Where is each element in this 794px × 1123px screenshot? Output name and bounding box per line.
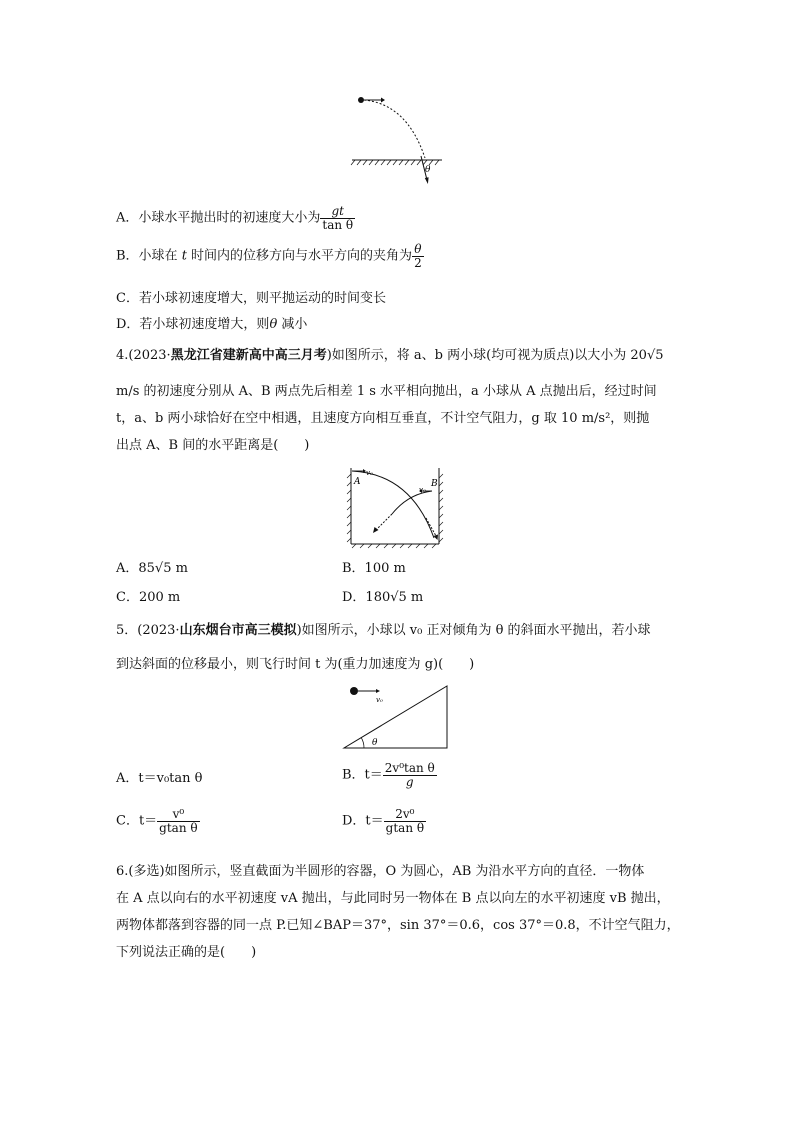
q5-option-c bbox=[116, 808, 200, 834]
fraction-denominator: 2 bbox=[414, 255, 422, 270]
theta-label: θ bbox=[372, 738, 378, 748]
q4-line-3: t，a、b 两小球恰好在空中相遇，且速度方向相互垂直，不计空气阻力，g 取 10 m/s²，则抛 bbox=[116, 411, 650, 426]
fraction-denominator: gtan θ bbox=[385, 820, 425, 835]
q5-option-a: A．t＝v₀tan θ bbox=[116, 771, 203, 786]
q3-option-b-text: B．小球在 bbox=[116, 248, 182, 264]
velocity-dash-b bbox=[426, 518, 436, 536]
question-text: )如图所示，小球以 v₀ 正对倾角为 θ 的斜面水平抛出，若小球 bbox=[296, 623, 651, 638]
q4-option-d: D．180√5 m bbox=[342, 590, 424, 605]
q3-option-d-var: θ bbox=[269, 317, 278, 332]
q6-line-1: 6.(多选)如图所示，竖直截面为半圆形的容器，O 为圆心，AB 为沿水平方向的直径．一物体 bbox=[116, 864, 645, 879]
question-source: 山东烟台市高三模拟 bbox=[179, 623, 297, 638]
q3-option-c: C．若小球初速度增大，则平抛运动的时间变长 bbox=[116, 291, 386, 306]
theta-label: θ bbox=[425, 165, 431, 175]
q3-option-b bbox=[116, 243, 424, 269]
q5-option-d-fraction bbox=[384, 808, 426, 834]
q3-option-b-var: t bbox=[181, 248, 187, 264]
ball-icon bbox=[350, 687, 358, 695]
q3-option-a-fraction bbox=[320, 205, 355, 231]
q4-line-2: m/s 的初速度分别从 A、B 两点先后相差 1 s 水平相向抛出，a 小球从 A 点抛出后，经过时间 bbox=[116, 384, 657, 399]
question-number: 4.(2023· bbox=[116, 348, 171, 363]
option-label: C．t＝ bbox=[116, 813, 158, 829]
q5-line-1 bbox=[116, 624, 651, 637]
point-a-label: A bbox=[354, 477, 361, 487]
fraction-numerator: θ bbox=[412, 243, 424, 257]
velocity-arrowhead bbox=[381, 98, 385, 103]
projectile-ground-figure bbox=[345, 92, 455, 192]
question-number: 5．(2023· bbox=[116, 623, 180, 638]
option-label: B．t＝ bbox=[342, 767, 383, 783]
q3-option-b-fraction bbox=[412, 243, 424, 269]
trajectory-curve bbox=[364, 100, 425, 158]
q5-option-c-fraction bbox=[157, 808, 199, 834]
q3-option-d bbox=[116, 318, 307, 331]
q3-option-d-text: D．若小球初速度增大，则 bbox=[116, 317, 270, 332]
fraction-denominator: gtan θ bbox=[159, 820, 198, 835]
q5-option-b bbox=[342, 762, 437, 788]
point-b-label: B bbox=[431, 479, 438, 489]
fraction-numerator: gt bbox=[320, 205, 355, 219]
velocity-dash-a bbox=[376, 514, 392, 530]
incline-triangle bbox=[344, 686, 447, 748]
arrowhead-icon bbox=[373, 527, 379, 533]
trajectory-a bbox=[352, 471, 434, 538]
q4-line-1 bbox=[116, 349, 664, 362]
angle-arc bbox=[361, 738, 364, 748]
q6-line-2: 在 A 点以向右的水平初速度 vA 抛出，与此同时另一物体在 B 点以向左的水平初速度 vB 抛出， bbox=[116, 891, 670, 906]
option-label: D．t＝ bbox=[342, 813, 384, 829]
q4-line-4: 出点 A、B 间的水平距离是( ) bbox=[116, 438, 310, 453]
q5-option-b-fraction bbox=[383, 762, 437, 788]
question-source: 黑龙江省建新高中高三月考 bbox=[170, 348, 327, 363]
q5-line-2: 到达斜面的位移最小，则飞行时间 t 为(重力加速度为 g)( ) bbox=[116, 657, 475, 672]
fraction-denominator: tan θ bbox=[322, 217, 354, 232]
two-ball-walls-figure bbox=[346, 464, 446, 548]
v0-label-a: v₀ bbox=[366, 469, 373, 477]
incline-figure bbox=[340, 682, 452, 752]
v0-label-b: v₀ bbox=[419, 486, 426, 494]
ball-icon bbox=[358, 97, 364, 103]
fraction-numerator: 2v⁰ bbox=[384, 808, 426, 822]
q3-option-d-text2: 减小 bbox=[277, 317, 308, 332]
q5-option-d bbox=[342, 808, 426, 834]
trajectory-b bbox=[392, 491, 432, 514]
fraction-denominator: g bbox=[405, 774, 414, 789]
q3-option-b-text2: 时间内的位移方向与水平方向的夹角为 bbox=[186, 248, 413, 264]
v0-label: v₀ bbox=[376, 696, 383, 704]
q4-option-c: C．200 m bbox=[116, 590, 181, 605]
impact-arrowhead bbox=[425, 177, 429, 184]
q6-line-3: 两物体都落到容器的同一点 P.已知∠BAP＝37°，sin 37°＝0.6，cos 37°＝0.8，不计空气阻力， bbox=[116, 918, 680, 933]
q3-option-a-text: A．小球水平抛出时的初速度大小为 bbox=[116, 210, 321, 226]
q6-line-4: 下列说法正确的是( ) bbox=[116, 945, 257, 960]
q4-option-b: B．100 m bbox=[342, 561, 406, 576]
q3-option-a bbox=[116, 205, 355, 231]
fraction-numerator: 2v⁰tan θ bbox=[384, 761, 435, 775]
question-text: )如图所示，将 a、b 两小球(均可视为质点)以大小为 20√5 bbox=[326, 348, 664, 363]
fraction-numerator: v⁰ bbox=[157, 808, 199, 822]
arrowhead-icon bbox=[376, 689, 380, 693]
q4-option-a: A．85√5 m bbox=[116, 561, 188, 576]
